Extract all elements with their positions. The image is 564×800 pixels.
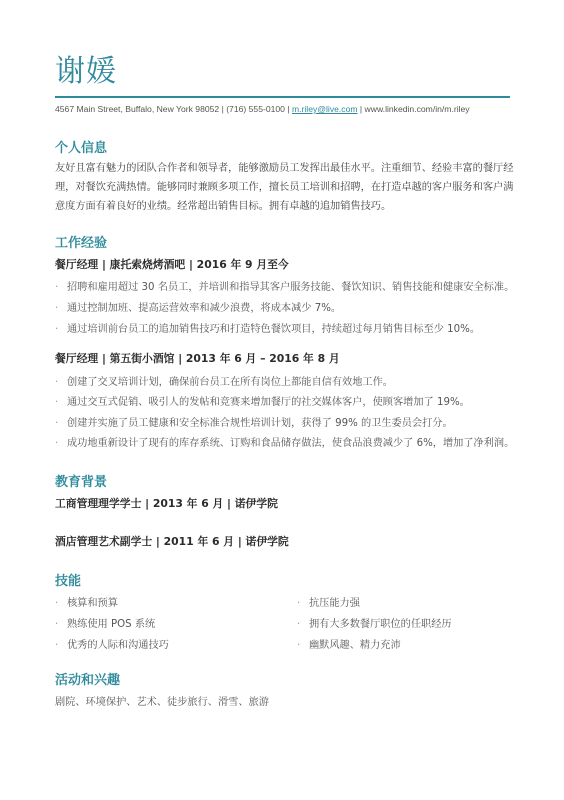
job-bullet: · 招聘和雇用超过 30 名员工，并培训和指导其客户服务技能、餐饮知识、销售技能和健康安全标准。 [55, 282, 515, 293]
job-bullet: · 通过交互式促销、吸引人的发帖和竞赛来增加餐厅的社交媒体客户，使顾客增加了 19%。 [55, 397, 470, 408]
skill-text: 幽默风趣、精力充沛 [309, 640, 401, 651]
skill-text: 拥有大多数餐厅职位的任职经历 [309, 619, 452, 630]
job-heading: 餐厅经理 | 康托索烧烤酒吧 | 2016 年 9 月至今 [55, 258, 289, 271]
skill-text: 抗压能力强 [309, 598, 360, 609]
job-heading: 餐厅经理 | 第五街小酒馆 | 2013 年 6 月 – 2016 年 8 月 [55, 352, 340, 365]
contact-line [55, 104, 525, 114]
skill-text: 核算和预算 [67, 598, 118, 609]
contact-linkedin[interactable]: | www.linkedin.com/in/m.riley [359, 104, 470, 114]
job-bullet-text: 创建了交叉培训计划，确保前台员工在所有岗位上都能自信有效地工作。 [67, 377, 393, 388]
education-item: 工商管理理学学士 | 2013 年 6 月 | 诺伊学院 [55, 497, 278, 510]
skill-item: · 熟练使用 POS 系统 [55, 619, 156, 630]
skill-item: · 抗压能力强 [297, 598, 360, 609]
section-title-profile: 个人信息 [55, 141, 108, 156]
job-bullet: · 通过培训前台员工的追加销售技巧和打造特色餐饮项目，持续超过每月销售目标至少 10%。 [55, 324, 481, 335]
job-bullet-text: 通过控制加班、提高运营效率和减少浪费，将成本减少 7%。 [67, 303, 342, 314]
job-bullet: · 成功地重新设计了现有的库存系统、订购和食品储存做法，使食品浪费减少了 6%，增加了净利润。 [55, 438, 515, 449]
job-bullet-text: 通过培训前台员工的追加销售技巧和打造特色餐饮项目，持续超过每月销售目标至少 10%。 [67, 324, 481, 335]
job-bullet-text: 招聘和雇用超过 30 名员工，并培训和指导其客户服务技能、餐饮知识、销售技能和健康安全标准。 [67, 282, 515, 293]
job-bullet: · 创建并实施了员工健康和安全标准合规性培训计划，获得了 99% 的卫生委员会打分。 [55, 418, 453, 429]
skill-item: · 拥有大多数餐厅职位的任职经历 [297, 619, 452, 630]
job-bullet: · 通过控制加班、提高运营效率和减少浪费，将成本减少 7%。 [55, 303, 342, 314]
skill-item: · 幽默风趣、精力充沛 [297, 640, 401, 651]
skill-text: 优秀的人际和沟通技巧 [67, 640, 169, 651]
section-title-hobbies: 活动和兴趣 [55, 673, 121, 688]
section-title-experience: 工作经验 [55, 236, 108, 251]
person-name: 谢媛 [55, 54, 117, 89]
job-bullet: · 创建了交叉培训计划，确保前台员工在所有岗位上都能自信有效地工作。 [55, 377, 393, 388]
job-bullet-text: 创建并实施了员工健康和安全标准合规性培训计划，获得了 99% 的卫生委员会打分。 [67, 418, 453, 429]
profile-text: 友好且富有魅力的团队合作者和领导者，能够激励员工发挥出最佳水平。注重细节、经验丰富的餐厅经理，对餐饮充满热情。能够同时兼顾多项工作，擅长员工培训和招聘，在打造卓越的客户服务和客户满意度方面有着良好的业绩。经常超出销售目标。拥有卓越的追加销售技巧。 [55, 163, 514, 212]
skill-item: · 优秀的人际和沟通技巧 [55, 640, 169, 651]
section-title-education: 教育背景 [55, 475, 108, 490]
section-title-skills: 技能 [55, 574, 82, 589]
skill-item: · 核算和预算 [55, 598, 118, 609]
education-item: 酒店管理艺术副学士 | 2011 年 6 月 | 诺伊学院 [55, 535, 289, 548]
skill-text: 熟练使用 POS 系统 [67, 619, 156, 630]
contact-address: 4567 Main Street, Buffalo, New York 98052 | (716) 555-0100 | [55, 104, 290, 114]
header-divider [55, 96, 510, 98]
contact-email-link[interactable]: m.riley@live.com [291, 104, 358, 114]
job-bullet-text: 成功地重新设计了现有的库存系统、订购和食品储存做法，使食品浪费减少了 6%，增加了净利润。 [67, 438, 515, 449]
hobbies-text: 剧院、环境保护、艺术、徒步旅行、滑雪、旅游 [55, 697, 269, 708]
job-bullet-text: 通过交互式促销、吸引人的发帖和竞赛来增加餐厅的社交媒体客户，使顾客增加了 19%。 [67, 397, 470, 408]
